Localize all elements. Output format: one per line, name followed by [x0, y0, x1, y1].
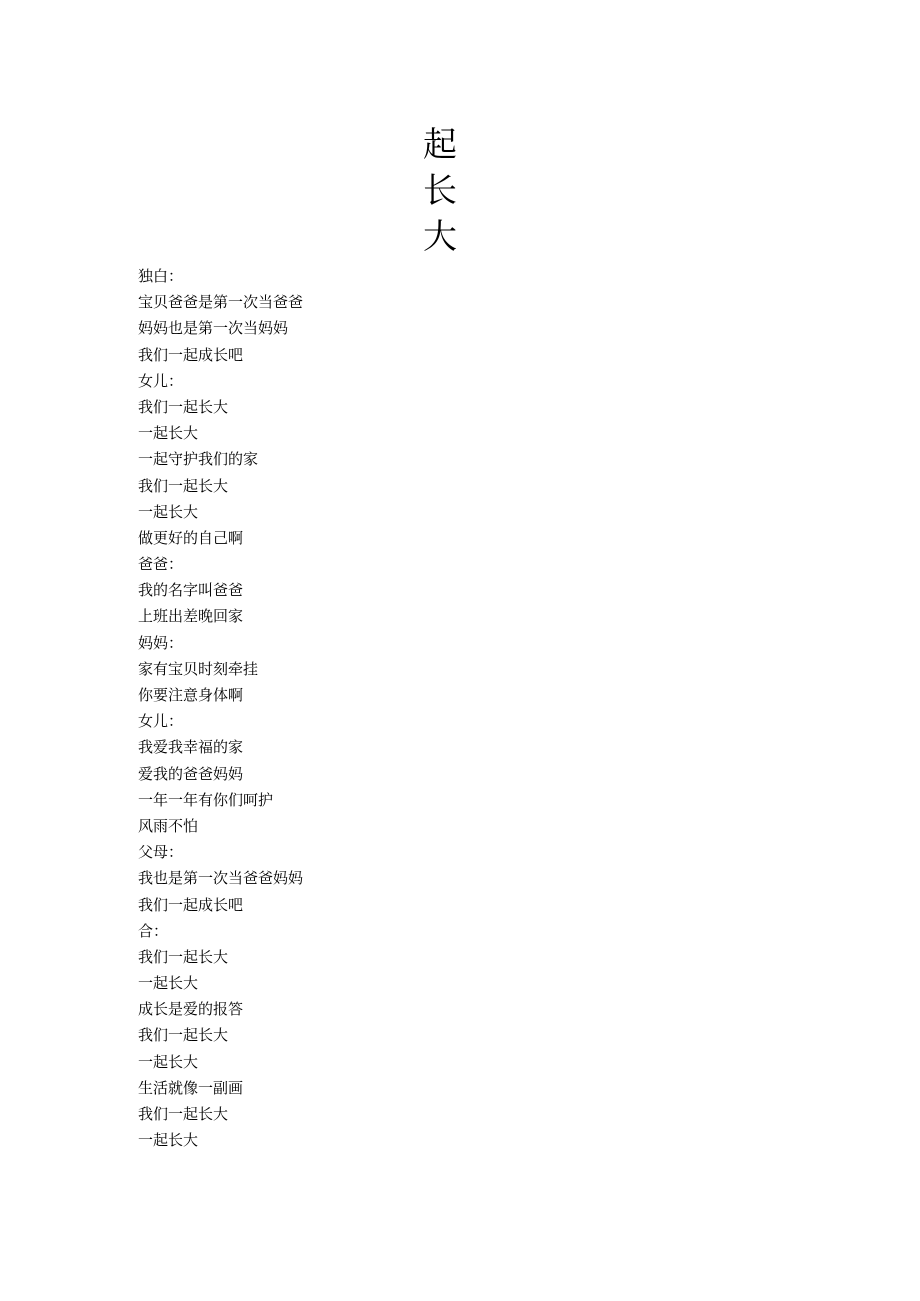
speaker-label: 妈妈：	[138, 633, 184, 652]
lyric-line: 家有宝贝时刻牵挂	[138, 659, 259, 678]
lyric-line: 成长是爱的报答	[138, 1000, 244, 1019]
lyric-line: 我们一起长大	[138, 1026, 229, 1045]
title-char: 长	[423, 171, 457, 211]
speaker-label: 独白：	[138, 267, 184, 285]
lyric-line: 我的名字叫爸爸	[138, 581, 244, 600]
lyric-line: 爱我的爸爸妈妈	[138, 764, 244, 783]
lyric-line: 风雨不怕	[138, 816, 199, 835]
speaker-label: 父母：	[138, 843, 184, 862]
lyric-line: 一起守护我们的家	[138, 450, 259, 469]
lyric-line: 我也是第一次当爸爸妈妈	[138, 869, 304, 888]
document-title	[0, 122, 880, 260]
lyric-line: 我们一起长大	[138, 476, 229, 495]
lyric-line: 宝贝爸爸是第一次当爸爸	[138, 293, 304, 312]
lyric-line: 一起长大	[138, 424, 199, 443]
lyric-line: 我们一起长大	[138, 947, 229, 966]
lyric-line: 我们一起长大	[138, 397, 229, 416]
lyric-line: 上班出差晚回家	[138, 607, 244, 626]
title-char: 起	[423, 125, 457, 165]
lyric-line: 我们一起成长吧	[138, 895, 244, 914]
speaker-label: 合：	[138, 921, 169, 940]
speaker-label: 女儿：	[138, 371, 184, 390]
lyric-line: 我们一起长大	[138, 1105, 229, 1123]
speaker-label: 爸爸：	[138, 555, 184, 574]
lyric-line: 一年一年有你们呵护	[138, 790, 274, 809]
lyric-line: 我们一起成长吧	[138, 345, 244, 364]
lyric-line: 一起长大	[138, 974, 199, 993]
lyric-line: 一起长大	[138, 502, 199, 521]
lyric-line: 妈妈也是第一次当妈妈	[138, 319, 289, 338]
lyric-line: 我爱我幸福的家	[138, 738, 244, 757]
title-char: 大	[423, 217, 457, 257]
lyric-line: 一起长大	[138, 1131, 199, 1150]
lyrics-list	[138, 263, 303, 1153]
lyric-line: 你要注意身体啊	[138, 686, 244, 704]
lyric-line: 做更好的自己啊	[138, 528, 244, 547]
lyric-line: 生活就像一副画	[138, 1078, 244, 1097]
lyric-line: 一起长大	[138, 1052, 199, 1071]
speaker-label: 女儿：	[138, 712, 184, 731]
